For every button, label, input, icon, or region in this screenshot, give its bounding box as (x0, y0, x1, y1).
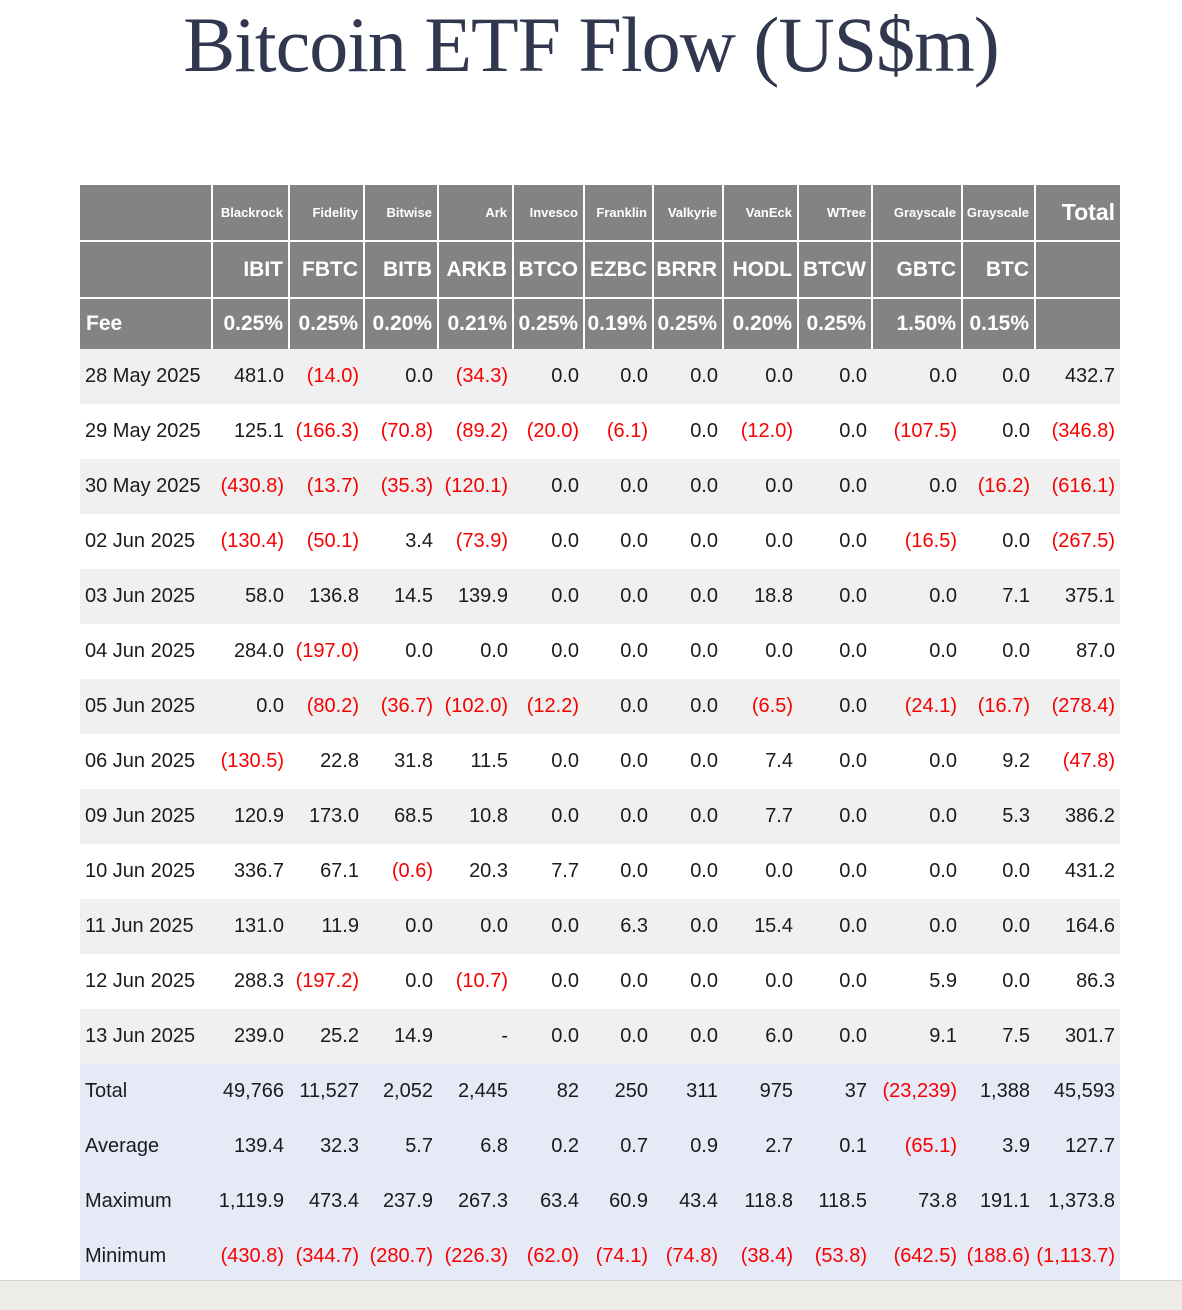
summary-value-cell: (62.0) (526, 1245, 579, 1267)
flow-value-cell: 239.0 (233, 1025, 284, 1047)
flow-value-cell: 0.0 (839, 475, 867, 497)
flow-value-cell: 0.0 (690, 750, 718, 772)
flow-value-cell: (12.0) (740, 420, 793, 442)
flow-value-cell: 0.0 (839, 695, 867, 717)
row-total-cell: 375.1 (1064, 585, 1115, 607)
flow-value-cell: (130.5) (220, 750, 284, 772)
fee-value-cell: 0.19% (584, 298, 653, 349)
summary-row (80, 1064, 1120, 1119)
ticker-header-cell: BTCO (513, 241, 584, 298)
flow-value-cell: (16.2) (977, 475, 1030, 497)
summary-value-cell: (53.8) (814, 1245, 867, 1267)
flow-value-cell: (6.5) (751, 695, 793, 717)
summary-value-cell: 0.7 (620, 1135, 648, 1157)
ticker-header-cell: HODL (723, 241, 798, 298)
summary-value-cell: 73.8 (918, 1190, 957, 1212)
flow-value-cell: 136.8 (308, 585, 359, 607)
flow-value-cell: 0.0 (690, 475, 718, 497)
flow-value-cell: 67.1 (320, 860, 359, 882)
date-cell: 13 Jun 2025 (85, 1025, 196, 1047)
flow-value-cell: 0.0 (839, 750, 867, 772)
date-cell: 28 May 2025 (85, 365, 201, 387)
summary-value-cell: (23,239) (882, 1080, 957, 1102)
fee-value-cell: 0.21% (438, 298, 513, 349)
issuer-header-cell: Grayscale (872, 185, 962, 241)
flow-value-cell: 0.0 (1002, 860, 1030, 882)
summary-value-cell: (74.1) (595, 1245, 648, 1267)
summary-value-cell: 0.9 (690, 1135, 718, 1157)
flow-value-cell: 0.0 (620, 860, 648, 882)
flow-value-cell: 11.9 (321, 915, 359, 937)
flow-value-cell: 0.0 (551, 805, 579, 827)
summary-value-cell: 63.4 (540, 1190, 579, 1212)
summary-value-cell: (226.3) (444, 1245, 508, 1267)
summary-row (80, 1174, 1120, 1229)
flow-value-cell: 0.0 (256, 695, 284, 717)
flow-value-cell: 0.0 (620, 640, 648, 662)
flow-value-cell: (36.7) (380, 695, 433, 717)
flow-value-cell: 284.0 (233, 640, 284, 662)
fee-value-cell: 0.15% (962, 298, 1035, 349)
row-total-cell: (616.1) (1051, 475, 1115, 497)
flow-value-cell: (166.3) (295, 420, 359, 442)
total-header-cell: Total (1035, 185, 1120, 241)
flow-row (80, 734, 1120, 789)
fee-value-cell: 0.25% (212, 298, 289, 349)
summary-label-cell: Maximum (85, 1190, 172, 1212)
flow-value-cell: (16.7) (977, 695, 1030, 717)
flow-value-cell: 7.4 (765, 750, 793, 772)
flow-value-cell: 5.9 (929, 970, 957, 992)
flow-value-cell: 0.0 (551, 915, 579, 937)
summary-value-cell: 11,527 (299, 1080, 359, 1102)
summary-value-cell: 311 (686, 1080, 718, 1102)
issuer-header-cell: Grayscale (962, 185, 1035, 241)
flow-value-cell: 11.5 (470, 750, 508, 772)
flow-value-cell: 10.8 (469, 805, 508, 827)
flow-value-cell: 0.0 (929, 915, 957, 937)
date-cell: 04 Jun 2025 (85, 640, 196, 662)
summary-value-cell: 975 (759, 1080, 793, 1102)
summary-value-cell: 6.8 (480, 1135, 508, 1157)
flow-value-cell: 0.0 (929, 860, 957, 882)
row-total-cell: (47.8) (1062, 750, 1115, 772)
row-total-cell: (278.4) (1051, 695, 1115, 717)
fee-value-cell: 1.50% (872, 298, 962, 349)
total-spacer-cell (1035, 298, 1120, 349)
flow-value-cell: 6.0 (765, 1025, 793, 1047)
flow-value-cell: 0.0 (839, 420, 867, 442)
flow-value-cell: 0.0 (620, 1025, 648, 1047)
summary-value-cell: (280.7) (369, 1245, 433, 1267)
ticker-header-cell: BITB (364, 241, 438, 298)
flow-value-cell: 0.0 (620, 970, 648, 992)
flow-value-cell: 14.9 (394, 1025, 433, 1047)
flow-value-cell: 0.0 (765, 970, 793, 992)
flow-value-cell: 0.0 (929, 365, 957, 387)
flow-value-cell: 0.0 (765, 640, 793, 662)
summary-value-cell: 43.4 (679, 1190, 718, 1212)
flow-value-cell: 125.1 (233, 420, 284, 442)
flow-value-cell: 68.5 (394, 805, 433, 827)
summary-value-cell: (430.8) (220, 1245, 284, 1267)
summary-value-cell: 82 (556, 1080, 579, 1102)
summary-value-cell: 237.9 (382, 1190, 433, 1212)
flow-value-cell: 0.0 (1002, 970, 1030, 992)
flow-value-cell: 7.1 (1002, 585, 1030, 607)
flow-value-cell: 0.0 (839, 860, 867, 882)
flow-value-cell: (102.0) (444, 695, 508, 717)
flow-value-cell: 0.0 (839, 805, 867, 827)
corner-cell (80, 185, 212, 241)
flow-value-cell: 0.0 (839, 1025, 867, 1047)
total-spacer-cell (1035, 241, 1120, 298)
etf-flow-table (80, 185, 1120, 1284)
summary-value-cell: 0.2 (551, 1135, 579, 1157)
summary-value-cell: (65.1) (904, 1135, 957, 1157)
flow-value-cell: 5.3 (1002, 805, 1030, 827)
flow-value-cell: (6.1) (606, 420, 648, 442)
summary-total-cell: (1,113.7) (1036, 1245, 1115, 1267)
flow-value-cell: 0.0 (690, 915, 718, 937)
flow-value-cell: (0.6) (391, 860, 433, 882)
row-total-cell: 386.2 (1064, 805, 1115, 827)
date-cell: 09 Jun 2025 (85, 805, 196, 827)
summary-value-cell: 3.9 (1002, 1135, 1030, 1157)
daily-flow-rows (80, 349, 1120, 1064)
bottom-strip (0, 1280, 1182, 1310)
summary-value-cell: 60.9 (609, 1190, 648, 1212)
summary-total-cell: 45,593 (1053, 1080, 1115, 1102)
summary-total-cell: 127.7 (1064, 1135, 1115, 1157)
flow-value-cell: 31.8 (394, 750, 433, 772)
summary-value-cell: (344.7) (295, 1245, 359, 1267)
summary-value-cell: 118.8 (744, 1190, 793, 1212)
flow-value-cell: 18.8 (754, 585, 793, 607)
table-header (80, 185, 1120, 349)
flow-value-cell: 0.0 (690, 640, 718, 662)
issuer-header-cell: Blackrock (212, 185, 289, 241)
flow-value-cell: 0.0 (929, 585, 957, 607)
flow-value-cell: 20.3 (469, 860, 508, 882)
flow-value-cell: 25.2 (320, 1025, 359, 1047)
flow-value-cell: 0.0 (551, 585, 579, 607)
flow-value-cell: 7.7 (765, 805, 793, 827)
flow-value-cell: 0.0 (929, 750, 957, 772)
summary-value-cell: 2,445 (457, 1080, 508, 1102)
flow-value-cell: 0.0 (765, 475, 793, 497)
date-cell: 03 Jun 2025 (85, 585, 196, 607)
ticker-header-cell: BRRR (653, 241, 723, 298)
issuer-header-cell: Valkyrie (653, 185, 723, 241)
flow-value-cell: 7.7 (551, 860, 579, 882)
flow-value-cell: 0.0 (551, 750, 579, 772)
summary-value-cell: 37 (844, 1080, 867, 1102)
row-total-cell: (346.8) (1051, 420, 1115, 442)
flow-row (80, 459, 1120, 514)
flow-value-cell: 0.0 (551, 475, 579, 497)
summary-value-cell: 1,388 (979, 1080, 1030, 1102)
row-total-cell: 86.3 (1076, 970, 1115, 992)
summary-value-cell: 2.7 (765, 1135, 793, 1157)
date-cell: 29 May 2025 (85, 420, 201, 442)
flow-value-cell: 0.0 (480, 915, 508, 937)
summary-value-cell: 5.7 (405, 1135, 433, 1157)
flow-value-cell: (12.2) (526, 695, 579, 717)
flow-value-cell: 6.3 (620, 915, 648, 937)
flow-value-cell: 0.0 (839, 970, 867, 992)
flow-value-cell: 0.0 (690, 585, 718, 607)
flow-value-cell: 0.0 (929, 475, 957, 497)
fee-value-cell: 0.20% (364, 298, 438, 349)
fee-header-row (80, 298, 1120, 349)
summary-value-cell: 267.3 (457, 1190, 508, 1212)
flow-value-cell: 0.0 (405, 970, 433, 992)
flow-value-cell: 0.0 (405, 365, 433, 387)
summary-value-cell: (642.5) (893, 1245, 957, 1267)
summary-label-cell: Minimum (85, 1245, 167, 1267)
ticker-header-cell: BTCW (798, 241, 872, 298)
flow-value-cell: (89.2) (455, 420, 508, 442)
flow-value-cell: 0.0 (620, 365, 648, 387)
summary-value-cell: 1,119.9 (218, 1190, 284, 1212)
date-cell: 30 May 2025 (85, 475, 201, 497)
flow-value-cell: 120.9 (233, 805, 284, 827)
flow-value-cell: (120.1) (444, 475, 508, 497)
flow-value-cell: 0.0 (690, 365, 718, 387)
flow-value-cell: 0.0 (929, 640, 957, 662)
flow-row (80, 349, 1120, 404)
fee-row-label: Fee (80, 298, 212, 349)
summary-row (80, 1119, 1120, 1174)
flow-value-cell: 0.0 (1002, 530, 1030, 552)
flow-value-cell: (16.5) (904, 530, 957, 552)
flow-value-cell: 0.0 (620, 805, 648, 827)
flow-value-cell: 14.5 (394, 585, 433, 607)
flow-value-cell: (70.8) (380, 420, 433, 442)
flow-value-cell: 0.0 (551, 530, 579, 552)
issuer-header-cell: Invesco (513, 185, 584, 241)
flow-value-cell: (73.9) (455, 530, 508, 552)
flow-value-cell: 0.0 (929, 805, 957, 827)
flow-value-cell: 336.7 (233, 860, 284, 882)
flow-value-cell: 0.0 (1002, 915, 1030, 937)
corner-cell (80, 241, 212, 298)
issuer-header-cell: VanEck (723, 185, 798, 241)
flow-value-cell: 0.0 (690, 1025, 718, 1047)
flow-row (80, 899, 1120, 954)
fee-value-cell: 0.25% (798, 298, 872, 349)
flow-value-cell: 9.1 (929, 1025, 957, 1047)
flow-value-cell: 0.0 (690, 420, 718, 442)
flow-value-cell: 0.0 (620, 695, 648, 717)
flow-value-cell: 0.0 (551, 970, 579, 992)
flow-value-cell: 0.0 (1002, 365, 1030, 387)
fee-value-cell: 0.20% (723, 298, 798, 349)
flow-value-cell: 131.0 (233, 915, 284, 937)
flow-value-cell: 139.9 (457, 585, 508, 607)
date-cell: 02 Jun 2025 (85, 530, 196, 552)
summary-value-cell: 2,052 (382, 1080, 433, 1102)
ticker-header-cell: FBTC (289, 241, 364, 298)
summary-label-cell: Total (85, 1080, 128, 1102)
flow-row (80, 569, 1120, 624)
fee-value-cell: 0.25% (513, 298, 584, 349)
flow-value-cell: (24.1) (904, 695, 957, 717)
flow-value-cell: 0.0 (690, 805, 718, 827)
flow-value-cell: (13.7) (306, 475, 359, 497)
summary-value-cell: 49,766 (222, 1080, 284, 1102)
summary-value-cell: (188.6) (966, 1245, 1030, 1267)
page-title: Bitcoin ETF Flow (US$m) (183, 1, 999, 88)
date-cell: 12 Jun 2025 (85, 970, 196, 992)
flow-value-cell: 0.0 (690, 970, 718, 992)
ticker-header-cell: GBTC (872, 241, 962, 298)
summary-label-cell: Average (85, 1135, 160, 1157)
flow-value-cell: 7.5 (1002, 1025, 1030, 1047)
row-total-cell: 432.7 (1064, 365, 1115, 387)
flow-value-cell: 0.0 (620, 585, 648, 607)
flow-row (80, 404, 1120, 459)
issuer-header-row (80, 185, 1120, 241)
date-cell: 05 Jun 2025 (85, 695, 196, 717)
flow-value-cell: (35.3) (380, 475, 433, 497)
flow-value-cell: (430.8) (220, 475, 284, 497)
flow-value-cell: 0.0 (690, 530, 718, 552)
row-total-cell: (267.5) (1051, 530, 1115, 552)
flow-value-cell: (107.5) (893, 420, 957, 442)
flow-value-cell: 0.0 (551, 365, 579, 387)
date-cell: 10 Jun 2025 (85, 860, 196, 882)
ticker-header-cell: ARKB (438, 241, 513, 298)
fee-value-cell: 0.25% (653, 298, 723, 349)
flow-value-cell: 0.0 (839, 585, 867, 607)
flow-value-cell: 0.0 (839, 365, 867, 387)
flow-value-cell: 22.8 (320, 750, 359, 772)
flow-value-cell: 15.4 (754, 915, 793, 937)
summary-row (80, 1229, 1120, 1284)
flow-value-cell: 0.0 (839, 915, 867, 937)
row-total-cell: 87.0 (1076, 640, 1115, 662)
flow-value-cell: 0.0 (620, 750, 648, 772)
flow-value-cell: 58.0 (245, 585, 284, 607)
flow-value-cell: 0.0 (839, 530, 867, 552)
flow-value-cell: 0.0 (690, 860, 718, 882)
row-total-cell: 301.7 (1064, 1025, 1115, 1047)
flow-value-cell: 0.0 (405, 915, 433, 937)
flow-value-cell: 0.0 (765, 860, 793, 882)
fee-value-cell: 0.25% (289, 298, 364, 349)
issuer-header-cell: Franklin (584, 185, 653, 241)
flow-row (80, 954, 1120, 1009)
flow-value-cell: 0.0 (480, 640, 508, 662)
flow-value-cell: 288.3 (233, 970, 284, 992)
ticker-header-cell: EZBC (584, 241, 653, 298)
flow-row (80, 1009, 1120, 1064)
row-total-cell: 164.6 (1064, 915, 1115, 937)
flow-value-cell: 0.0 (551, 640, 579, 662)
summary-value-cell: 191.1 (979, 1190, 1030, 1212)
flow-value-cell: (20.0) (526, 420, 579, 442)
flow-row (80, 514, 1120, 569)
flow-value-cell: (10.7) (455, 970, 508, 992)
flow-value-cell: (197.0) (295, 640, 359, 662)
issuer-header-cell: WTree (798, 185, 872, 241)
ticker-header-cell: IBIT (212, 241, 289, 298)
flow-value-cell: - (501, 1025, 508, 1047)
flow-value-cell: 173.0 (308, 805, 359, 827)
flow-value-cell: (14.0) (306, 365, 359, 387)
flow-value-cell: 9.2 (1002, 750, 1030, 772)
flow-value-cell: (197.2) (295, 970, 359, 992)
summary-value-cell: (38.4) (740, 1245, 793, 1267)
flow-value-cell: (80.2) (306, 695, 359, 717)
flow-value-cell: 3.4 (405, 530, 433, 552)
flow-value-cell: (34.3) (455, 365, 508, 387)
flow-value-cell: 0.0 (405, 640, 433, 662)
issuer-header-cell: Ark (438, 185, 513, 241)
summary-value-cell: 250 (614, 1080, 648, 1102)
flow-value-cell: 0.0 (1002, 640, 1030, 662)
summary-value-cell: 0.1 (839, 1135, 867, 1157)
flow-value-cell: 0.0 (839, 640, 867, 662)
ticker-header-cell: BTC (962, 241, 1035, 298)
summary-value-cell: 473.4 (308, 1190, 359, 1212)
date-cell: 06 Jun 2025 (85, 750, 196, 772)
ticker-header-row (80, 241, 1120, 298)
flow-value-cell: 0.0 (765, 530, 793, 552)
issuer-header-cell: Bitwise (364, 185, 438, 241)
issuer-header-cell: Fidelity (289, 185, 364, 241)
flow-row (80, 789, 1120, 844)
flow-row (80, 679, 1120, 734)
summary-total-cell: 1,373.8 (1048, 1190, 1115, 1212)
summary-value-cell: (74.8) (665, 1245, 718, 1267)
flow-value-cell: 0.0 (620, 530, 648, 552)
flow-value-cell: (50.1) (306, 530, 359, 552)
summary-value-cell: 118.5 (818, 1190, 867, 1212)
summary-value-cell: 32.3 (320, 1135, 359, 1157)
flow-value-cell: 0.0 (765, 365, 793, 387)
summary-value-cell: 139.4 (233, 1135, 284, 1157)
row-total-cell: 431.2 (1064, 860, 1115, 882)
flow-value-cell: 0.0 (551, 1025, 579, 1047)
flow-value-cell: 0.0 (1002, 420, 1030, 442)
flow-row (80, 624, 1120, 679)
flow-value-cell: 481.0 (233, 365, 284, 387)
flow-value-cell: (130.4) (220, 530, 284, 552)
flow-value-cell: 0.0 (690, 695, 718, 717)
flow-value-cell: 0.0 (620, 475, 648, 497)
date-cell: 11 Jun 2025 (85, 915, 194, 937)
flow-row (80, 844, 1120, 899)
summary-rows (80, 1064, 1120, 1284)
